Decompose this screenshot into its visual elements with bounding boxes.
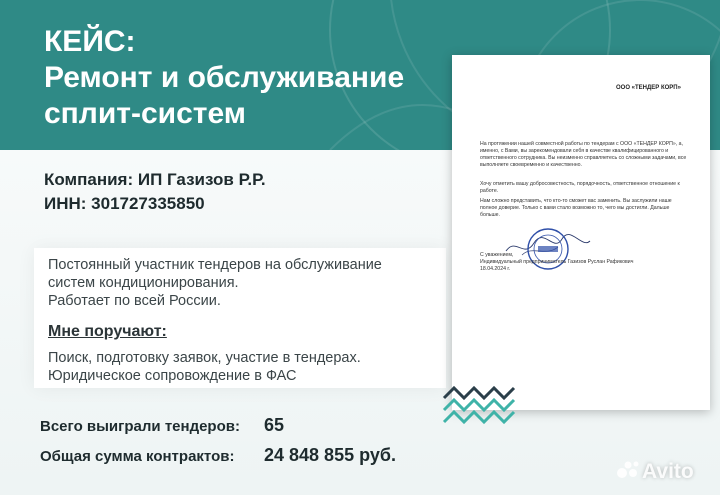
company-name: Компания: ИП Газизов Р.Р. — [44, 170, 266, 189]
stat-contract-sum-value: 24 848 855 руб. — [264, 445, 396, 465]
reference-letter — [452, 55, 710, 410]
description-line-1: Постоянный участник тендеров на обслуживание — [48, 257, 382, 273]
stat-tenders-won-label: Всего выиграли тендеров: — [40, 418, 240, 435]
avito-watermark-text: Avito — [642, 460, 694, 483]
letter-closing: С уважением, — [480, 252, 514, 258]
stat-contract-sum — [40, 445, 396, 466]
title-line-2: Ремонт и обслуживание — [44, 61, 405, 94]
stat-tenders-won — [40, 415, 285, 436]
letter-paragraph-2: Хочу отметить вашу добросовестность, порядочность, ответственное отношение к работе. — [480, 181, 680, 194]
title-line-3: сплит-систем — [44, 97, 246, 130]
description-line-3: Работает по всей России. — [48, 293, 221, 309]
letter-date: 18.04.2024 г. — [480, 266, 511, 272]
tasks-heading: Мне поручают: — [48, 323, 167, 340]
stat-contract-sum-label: Общая сумма контрактов: — [40, 448, 235, 465]
title-line-1: КЕЙС: — [44, 25, 136, 58]
letter-paragraph-3: Нам сложно представить, что кто-то сможет вас заменить. Вы заслужили наше полное доверие. Только с вами стало возможно то, чего мы достигли. Дальше больше. — [480, 198, 672, 218]
task-line-2: Юридическое сопровождение в ФАС — [48, 368, 297, 384]
page-title — [44, 24, 404, 132]
wave-logo-icon — [440, 384, 522, 428]
company-inn: ИНН: 301727335850 — [44, 194, 205, 213]
letter-header: ООО «ТЕНДЕР КОРП» — [616, 85, 681, 91]
avito-dots-icon — [616, 460, 640, 480]
stat-tenders-won-value: 65 — [264, 415, 285, 435]
company-info — [44, 168, 266, 216]
description — [48, 256, 448, 310]
description-line-2: систем кондиционирования. — [48, 275, 239, 291]
tasks-list — [48, 349, 448, 385]
letter-paragraph-1: На протяжении нашей совместной работы по тендерам с ООО «ТЕНДЕР КОРП», а, именно, с Вами, вы зарекомендовали себя в качестве квалифицированного и ответственного сотрудника. Вы неизменно справляетесь со сложными задачами, все выполняете своевременно и качественно. — [480, 141, 687, 168]
avito-watermark — [616, 458, 694, 484]
task-line-1: Поиск, подготовку заявок, участие в тендерах. — [48, 350, 361, 366]
letter-signer: Индивидуальный предприниматель Газизов Руслан Рафикович — [480, 259, 634, 265]
